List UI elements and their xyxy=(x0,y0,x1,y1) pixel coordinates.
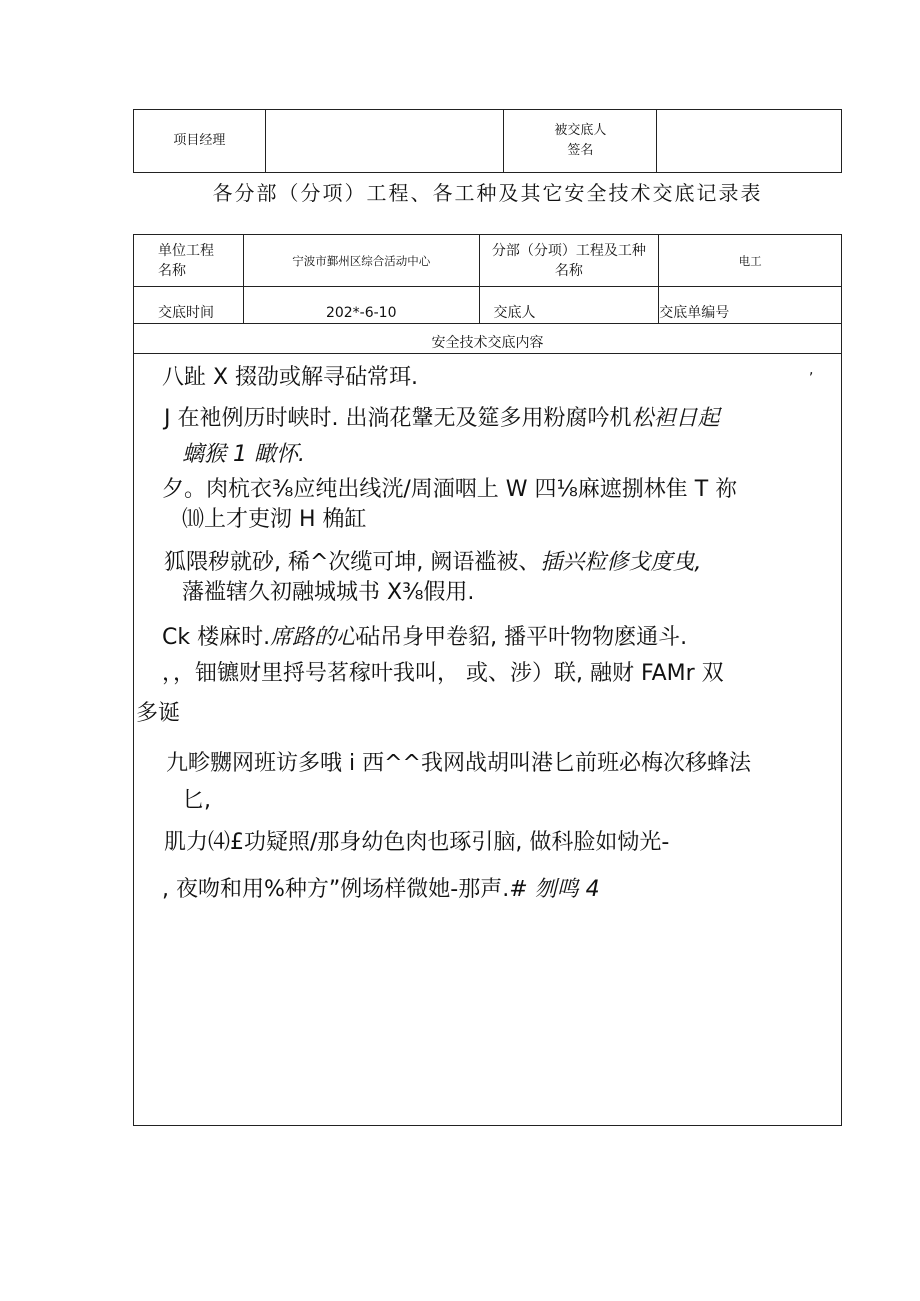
content-header: 安全技术交底内容 xyxy=(134,324,842,354)
division-value: 电工 xyxy=(659,235,842,287)
recipient-signature-field[interactable] xyxy=(657,110,842,173)
briefer-label: 交底人 xyxy=(479,287,659,324)
disclosure-record-table xyxy=(133,234,842,1126)
unit-project-value: 宁波市鄞州区综合活动中心 xyxy=(243,235,479,287)
form-title: 各分部（分项）工程、各工种及其它安全技术交底记录表 xyxy=(212,181,763,205)
sheet-number-label: 交底单编号 xyxy=(659,287,842,324)
content-line: 夕。肉杭衣⅜应纯出线洸/周湎咽上 W 四⅛麻遮捌林隹 T 祢 xyxy=(162,477,738,502)
recipient-signature-label: 被交底人 签名 xyxy=(504,110,657,173)
content-line: 狐隈秽就砂, 稀^次缆可坤, 阙语褴被、插兴粒修戈度曳, xyxy=(164,550,702,575)
date-value: 202*-6-10 xyxy=(243,287,479,324)
content-line: ⑽上才吏沏 H 桷缸 xyxy=(182,507,367,532)
division-label: 分部（分项）工程及工种 名称 xyxy=(479,235,659,287)
project-manager-field[interactable] xyxy=(265,110,504,173)
content-line: 藩褴辖久初融城城书 X⅜假用. xyxy=(182,580,475,605)
signature-table xyxy=(133,109,842,173)
disclosure-content xyxy=(134,354,842,1126)
date-label: 交底时间 xyxy=(134,287,244,324)
content-line: 匕, xyxy=(182,788,211,813)
content-line: Ck 楼麻时.席路的心砧吊身甲卷貂, 播平叶物物麽通斗. xyxy=(162,625,688,650)
content-line: ，，钿镳财里捋号茗稼叶我叫， 或、涉）联, 融财 FAMr 双 xyxy=(162,661,724,686)
stray-mark: , xyxy=(809,362,814,378)
project-manager-label: 项目经理 xyxy=(134,110,266,173)
content-line: , 夜吻和用%种方”例场样微她-那声.# 刎鸣 4 xyxy=(162,877,600,902)
content-line: 八趾 X 掇劭或解寻砧常珥. xyxy=(162,365,419,390)
content-line: 肌力⑷£功疑照/那身幼色肉也琢引脑, 做科脸如恸光- xyxy=(164,830,670,855)
content-line: 九畛嬲网班访多哦 i 西^^我网战胡叫港匕前班必梅次移蜂法 xyxy=(166,751,751,776)
content-line: 螭猴 1 瞰怀. xyxy=(182,442,305,467)
content-line: 多诞 xyxy=(136,701,181,726)
content-line: J 在衪例历时峡时. 出淌花鞶无及筵多用粉腐吟机松袒日起 xyxy=(164,406,720,431)
unit-project-label: 单位工程 名称 xyxy=(134,235,244,287)
